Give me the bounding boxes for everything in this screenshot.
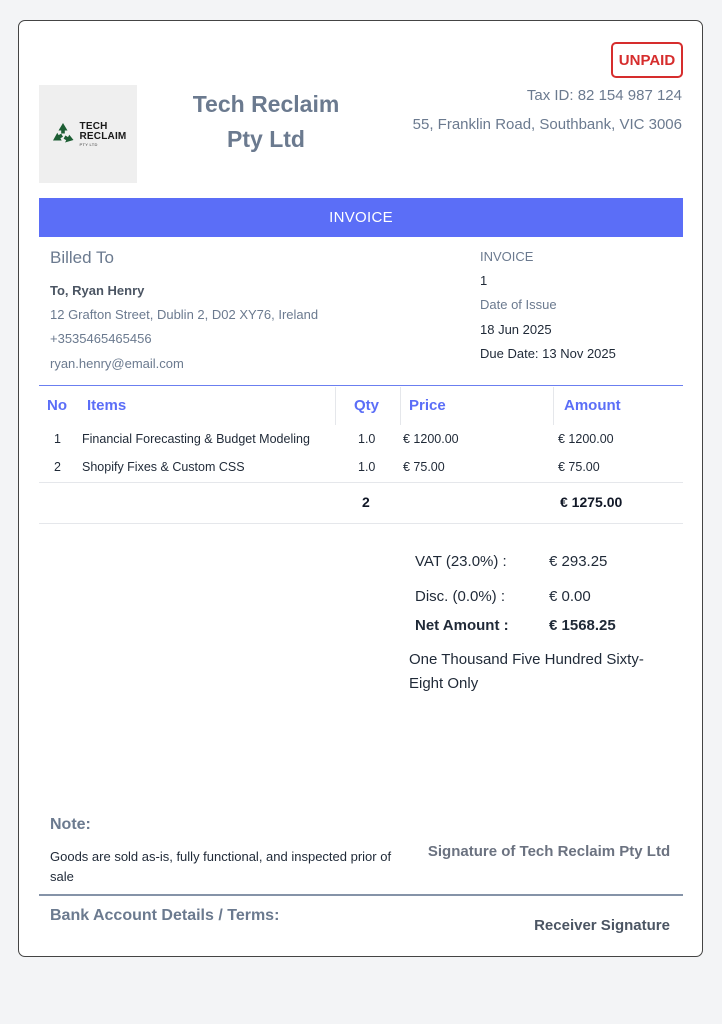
invoice-sheet	[18, 20, 703, 957]
logo-line-2: RECLAIM	[79, 130, 127, 142]
footer-divider	[39, 894, 683, 896]
recycle-icon	[50, 121, 76, 147]
discount-label: Disc. (0.0%) :	[415, 588, 506, 605]
table-top-divider	[39, 385, 683, 386]
header-qty: Qty	[354, 397, 380, 414]
header-separator	[553, 387, 554, 425]
row-price: € 75.00	[403, 460, 445, 474]
billed-to-address: 12 Grafton Street, Dublin 2, D02 XY76, Ireland	[50, 307, 319, 322]
total-qty: 2	[362, 494, 370, 510]
tax-id: Tax ID: 82 154 987 124	[526, 87, 682, 104]
receiver-signature-label: Receiver Signature	[534, 917, 670, 934]
due-date: Due Date: 13 Nov 2025	[480, 346, 616, 361]
logo-line-3: PTY LTD	[79, 141, 98, 147]
row-item: Financial Forecasting & Budget Modeling	[82, 432, 310, 446]
logo-wordmark	[80, 122, 127, 147]
logo-line-1: TECH	[79, 120, 108, 132]
billed-to-email: ryan.henry@email.com	[50, 356, 184, 371]
row-no: 2	[54, 460, 61, 474]
invoice-label: INVOICE	[480, 249, 534, 264]
row-item: Shopify Fixes & Custom CSS	[82, 460, 245, 474]
header-price: Price	[409, 397, 446, 414]
invoice-number: 1	[480, 273, 488, 288]
header-separator	[335, 387, 336, 425]
table-row-divider	[39, 482, 683, 483]
billed-to-name: To, Ryan Henry	[50, 283, 145, 298]
row-amount: € 75.00	[558, 460, 600, 474]
company-name-line-1: Tech Reclaim	[192, 91, 340, 117]
note-title: Note:	[50, 816, 91, 833]
header-separator	[400, 387, 401, 425]
company-name	[159, 87, 373, 157]
total-amount: € 1275.00	[560, 494, 623, 510]
row-qty: 1.0	[358, 432, 376, 446]
vat-label: VAT (23.0%) :	[415, 553, 507, 570]
table-bottom-divider	[39, 523, 683, 524]
discount-value: € 0.00	[549, 588, 591, 605]
billed-to-phone: +3535465465456	[50, 331, 152, 346]
net-amount-label: Net Amount :	[415, 617, 509, 634]
status-badge: UNPAID	[611, 42, 683, 78]
company-logo	[39, 85, 137, 183]
invoice-banner: INVOICE	[39, 198, 683, 237]
issue-date: 18 Jun 2025	[480, 322, 552, 337]
row-amount: € 1200.00	[558, 432, 614, 446]
amount-in-words: One Thousand Five Hundred Sixty-Eight Only	[409, 651, 644, 692]
vat-value: € 293.25	[549, 553, 608, 570]
company-signature-label: Signature of Tech Reclaim Pty Ltd	[427, 843, 671, 860]
row-no: 1	[54, 432, 61, 446]
net-amount-value: € 1568.25	[549, 617, 616, 634]
bank-details-title: Bank Account Details / Terms:	[50, 907, 280, 924]
row-price: € 1200.00	[403, 432, 459, 446]
company-name-line-2: Pty Ltd	[227, 126, 305, 152]
header-items: Items	[87, 397, 127, 414]
billed-to-title: Billed To	[50, 248, 114, 267]
header-no: No	[47, 397, 67, 414]
issue-date-label: Date of Issue	[480, 297, 557, 312]
header-amount: Amount	[564, 397, 621, 414]
row-qty: 1.0	[358, 460, 376, 474]
note-text: Goods are sold as-is, fully functional, and inspected prior of sale	[50, 849, 392, 884]
company-address: 55, Franklin Road, Southbank, VIC 3006	[412, 116, 682, 133]
